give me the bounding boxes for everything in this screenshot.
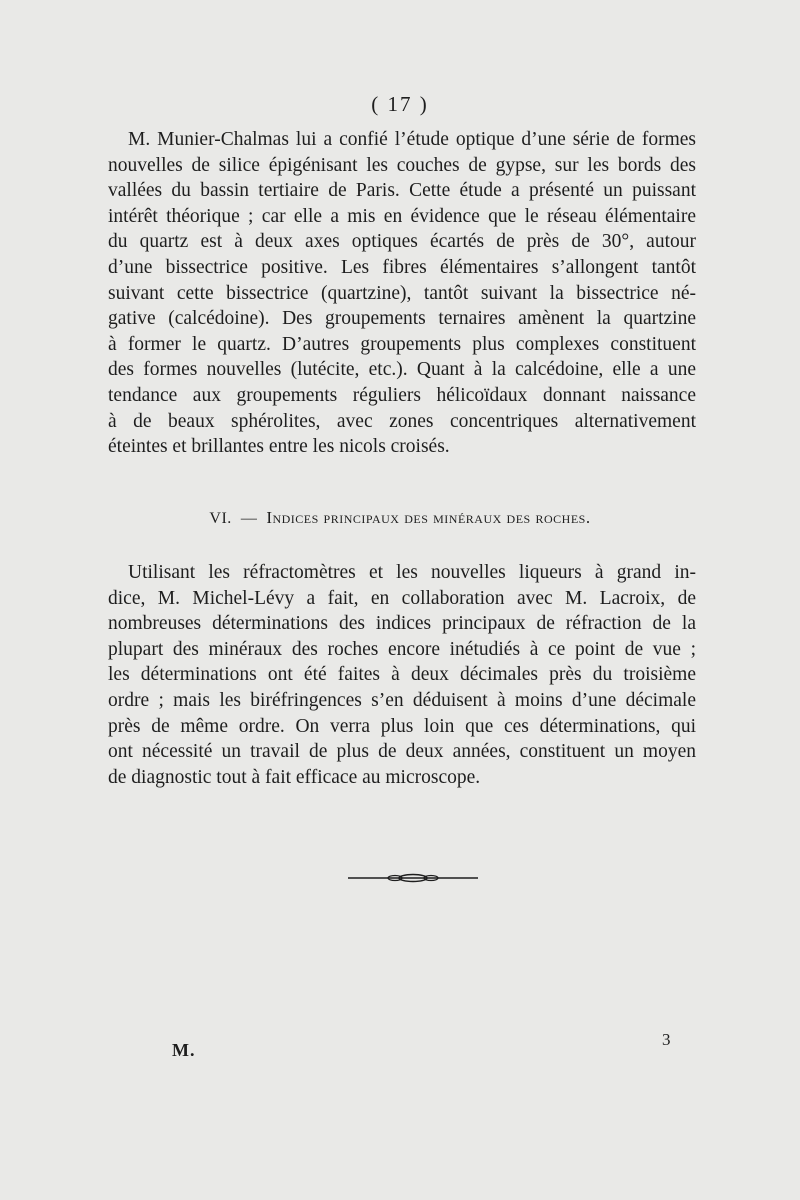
sheet-number: 3 [662,1030,671,1049]
text-line: plupart des minéraux des roches encore inétudiés à ce point de vue ; [108,638,696,660]
text-line: à de beaux sphérolites, avec zones concentriques alternativement [108,410,696,432]
text-line: ordre ; mais les biréfringences s’en déduisent à moins d’une décimale [108,689,696,711]
text-line: vallées du bassin tertiaire de Paris. Cette étude a présenté un puissant [108,180,696,202]
text-line: des formes nouvelles (lutécite, etc.). Quant à la calcédoine, elle a une [108,359,696,381]
text-line: près de même ordre. On verra plus loin que ces déterminations, qui [108,715,696,737]
signature-mark: M. [172,1040,196,1060]
paragraph-quartz-study [108,127,696,460]
text-line: dice, M. Michel-Lévy a fait, en collaboration avec M. Lacroix, de [108,587,696,609]
text-line: nombreuses déterminations des indices principaux de réfraction de la [108,613,696,635]
ornament-divider [348,868,478,888]
section-dash: — [240,510,258,527]
text-line: Utilisant les réfractomètres et les nouvelles liqueurs à grand in- [128,562,696,583]
text-line: M. Munier-Chalmas lui a confié l’étude optique d’une série de formes [128,129,696,150]
section-title: Indices principaux des minéraux des roches. [266,508,591,527]
text-line: gative (calcédoine). Des groupements ternaires amènent la quartzine [108,308,696,330]
text-line: à former le quartz. D’autres groupements plus complexes constituent [108,333,696,355]
text-line: du quartz est à deux axes optiques écartés de près de 30°, autour [108,231,696,253]
page-number: ( 17 ) [371,92,429,116]
text-line: d’une bissectrice positive. Les fibres élémentaires s’allongent tantôt [108,256,696,278]
section-heading [0,508,800,528]
text-line: de diagnostic tout à fait efficace au microscope. [108,766,481,788]
text-line: les déterminations ont été faites à deux décimales près du troisième [108,664,696,686]
paragraph-refraction-indices [108,560,696,790]
text-line: nouvelles de silice épigénisant les couches de gypse, sur les bords des [108,154,696,176]
text-line: suivant cette bissectrice (quartzine), tantôt suivant la bissectrice né- [108,282,696,304]
section-numeral: VI. [209,510,232,527]
text-line: intérêt théorique ; car elle a mis en évidence que le réseau élémentaire [108,205,696,227]
text-line: ont nécessité un travail de plus de deux années, constituent un moyen [108,741,696,763]
text-line: tendance aux groupements réguliers hélicoïdaux donnant naissance [108,384,696,406]
text-line: éteintes et brillantes entre les nicols croisés. [108,436,450,458]
